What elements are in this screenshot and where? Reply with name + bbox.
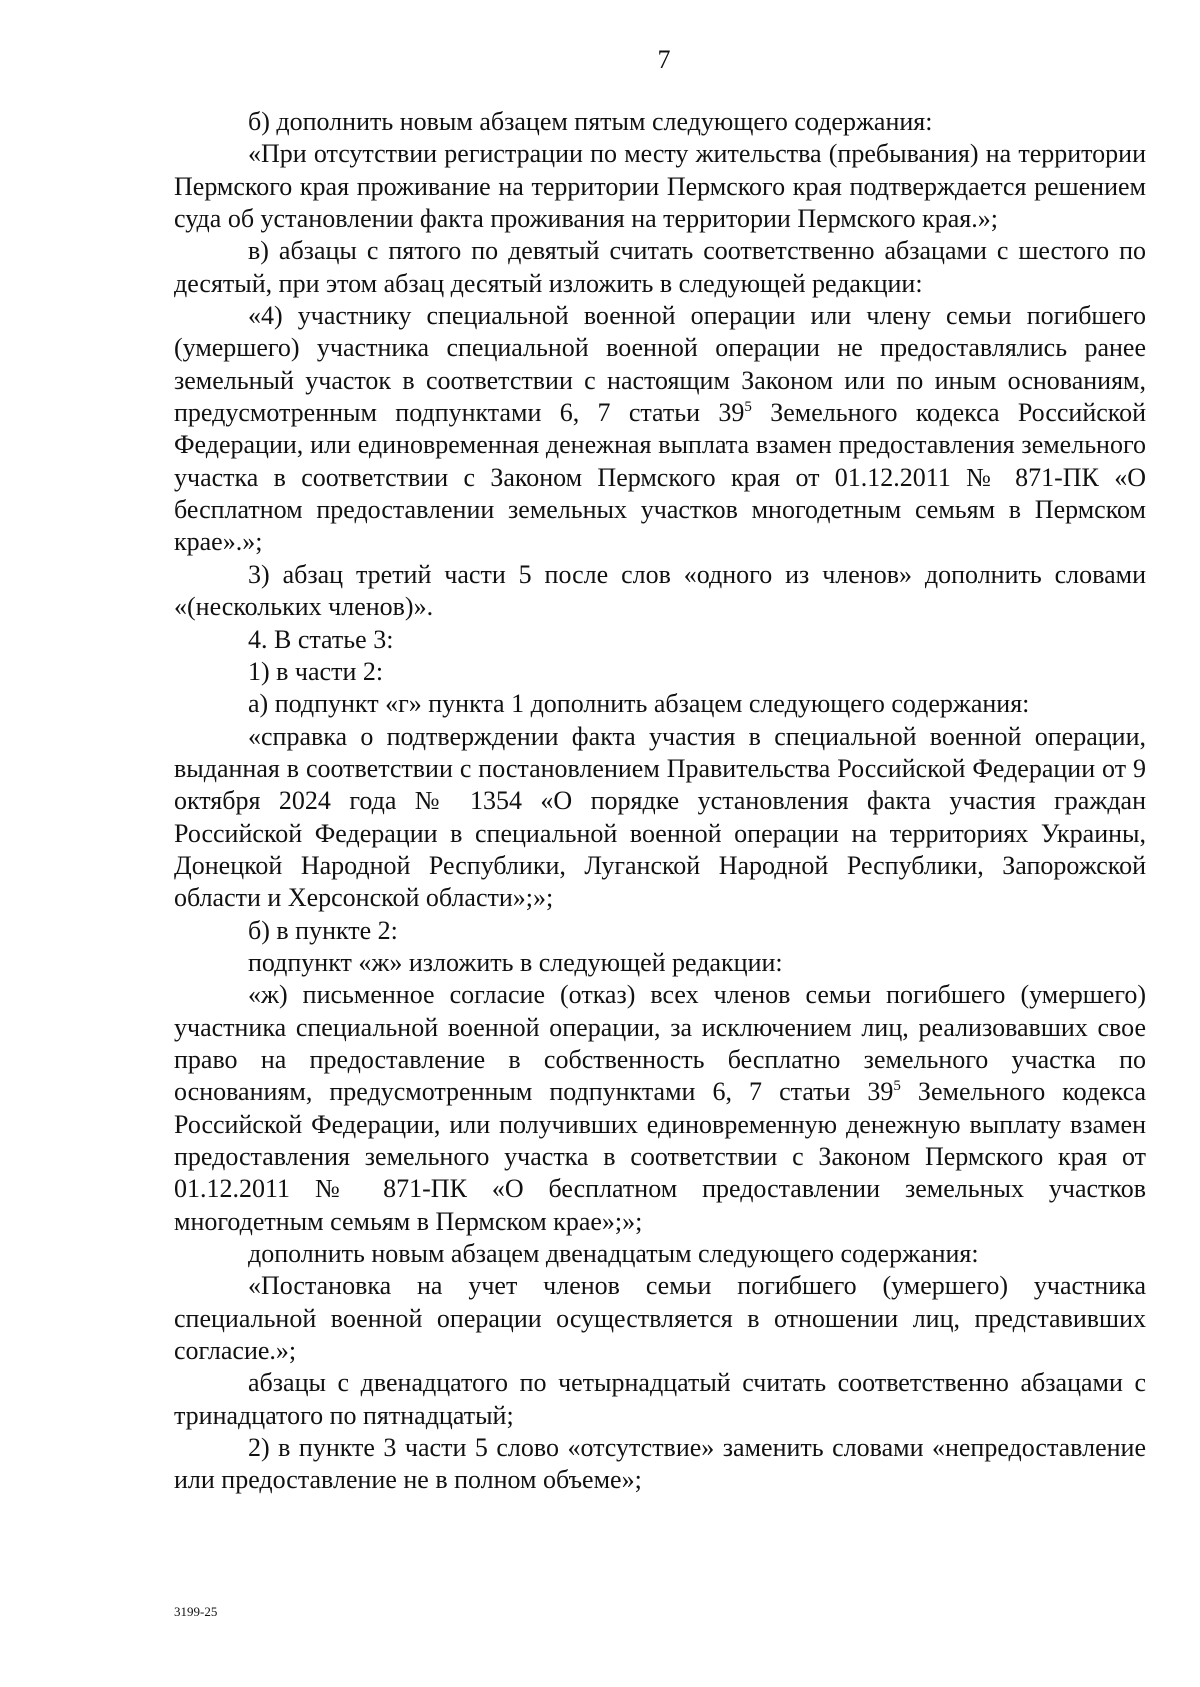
- paragraph-8: а) подпункт «г» пункта 1 дополнить абзацем следующего содержания:: [248, 689, 1030, 719]
- document-body: [174, 106, 1146, 1497]
- paragraph-4-part-2: Земельного кодекса Российской Федерации, или единовременная денежная выплата взамен предоставления земельного участка в соответствии с Законом Пермского края от 01.12.2011 № 871-ПК «О бесплатном предоставлении земельных участков многодетным семьям в Пермском крае».»;: [174, 398, 1146, 557]
- paragraph-2: «При отсутствии регистрации по месту жительства (пребывания) на территории Пермского края проживание на территории Пермского края подтверждается решением суда об установлении факта проживания на территории Пермского края.»;: [174, 139, 1146, 234]
- paragraph-14: «Постановка на учет членов семьи погибшего (умершего) участника специальной военной операции осуществляется в отношении лиц, представивших согласие.»;: [174, 1271, 1146, 1366]
- superscript-5: 5: [893, 1078, 901, 1095]
- paragraph-7: 1) в части 2:: [248, 656, 384, 686]
- page-number: 7: [657, 45, 671, 74]
- paragraph-9: «справка о подтверждении факта участия в специальной военной операции, выданная в соответствии с постановлением Правительства Российской Федерации от 9 октября 2024 года № 1354 «О порядке установления факта участия граждан Российской Федерации в специальной военной операции на территориях Украины, Донецкой Народной Республики, Луганской Народной Республики, Запорожской области и Херсонской области»;»;: [174, 721, 1146, 913]
- paragraph-13: дополнить новым абзацем двенадцатым следующего содержания:: [248, 1239, 979, 1269]
- paragraph-16: 2) в пункте 3 части 5 слово «отсутствие» заменить словами «непредоставление или предоставление не в полном объеме»;: [174, 1433, 1146, 1495]
- paragraph-12-part-2: Земельного кодекса Российской Федерации, или получивших единовременную денежную выплату взамен предоставления земельного участка в соответствии с Законом Пермского края от 01.12.2011 № 871-ПК «О бесплатном предоставлении земельных участков многодетным семьям в Пермском крае»;»;: [174, 1077, 1146, 1236]
- paragraph-12: [174, 979, 1146, 1238]
- paragraph-4-part-1: «4) участнику специальной военной операции или члену семьи погибшего (умершего) участника специальной военной операции не предоставлялись ранее земельный участок в соответствии с настоящим Законом или по иным основаниям, предусмотренным подпунктами 6, 7 статьи 39: [174, 301, 1146, 428]
- paragraph-3: в) абзацы с пятого по девятый считать соответственно абзацами с шестого по десятый, при этом абзац десятый изложить в следующей редакции:: [174, 236, 1146, 298]
- paragraph-11: подпункт «ж» изложить в следующей редакции:: [248, 947, 783, 977]
- paragraph-6: 4. В статье 3:: [248, 624, 394, 654]
- paragraph-10: б) в пункте 2:: [248, 915, 398, 945]
- paragraph-12-part-1: «ж) письменное согласие (отказ) всех членов семьи погибшего (умершего) участника специальной военной операции, за исключением лиц, реализовавших свое право на предоставление в собственность бесплатно земельного участка по основаниям, предусмотренным подпунктами 6, 7 статьи 39: [174, 980, 1146, 1107]
- paragraph-15: абзацы с двенадцатого по четырнадцатый считать соответственно абзацами с тринадцатого по пятнадцатый;: [174, 1368, 1146, 1430]
- superscript-5: 5: [744, 399, 752, 416]
- paragraph-1: б) дополнить новым абзацем пятым следующего содержания:: [248, 107, 933, 136]
- paragraph-5: 3) абзац третий части 5 после слов «одного из членов» дополнить словами «(нескольких членов)».: [174, 559, 1146, 622]
- document-code: 3199-25: [174, 1604, 218, 1619]
- paragraph-4: [174, 300, 1146, 559]
